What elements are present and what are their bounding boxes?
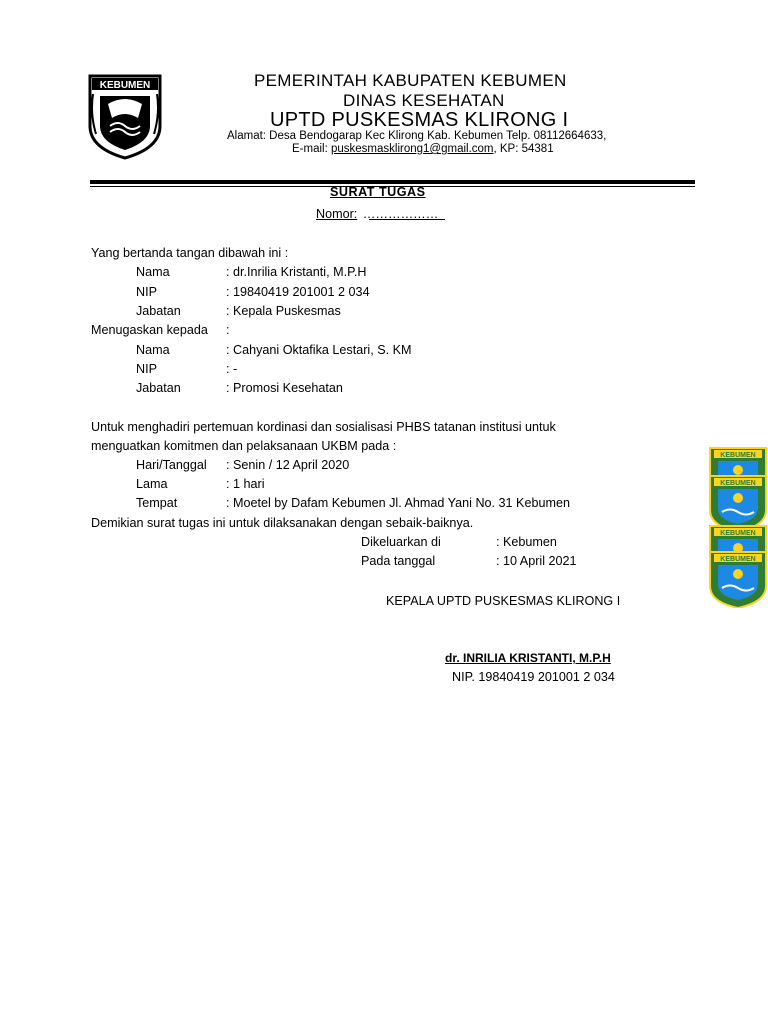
signer-position-label: Jabatan xyxy=(136,304,181,318)
event-date-value: : Senin / 12 April 2020 xyxy=(226,458,350,472)
signer-name-value: : dr.Inrilia Kristanti, M.P.H xyxy=(226,265,367,279)
event-venue-label: Tempat xyxy=(136,496,178,510)
stamp-emblem-text: KEBUMEN xyxy=(720,480,756,487)
signer-nip-label: NIP xyxy=(136,285,157,299)
event-duration-label: Lama xyxy=(136,477,168,491)
assignee-name-label: Nama xyxy=(136,343,170,357)
number-value: ……………… xyxy=(362,207,439,221)
assignee-intro: Menugaskan kepada xyxy=(91,323,208,337)
signer-printed-nip: NIP. 19840419 201001 2 034 xyxy=(452,670,615,684)
issued-date-label: Pada tanggal xyxy=(361,554,436,568)
purpose-line-1: Untuk menghadiri pertemuan kordinasi dan sosialisasi PHBS tatanan institusi untuk xyxy=(91,420,556,434)
number-label: Nomor: xyxy=(316,207,358,221)
event-venue-value: : Moetel by Dafam Kebumen Jl. Ahmad Yani No. 31 Kebumen xyxy=(226,496,570,510)
stamp-logo-stack xyxy=(708,446,768,608)
assignee-name-value: : Cahyani Oktafika Lestari, S. KM xyxy=(226,343,412,357)
header-institution: UPTD PUSKESMAS KLIRONG I xyxy=(270,109,569,131)
header-government: PEMERINTAH KABUPATEN KEBUMEN xyxy=(254,71,567,90)
header-address: Alamat: Desa Bendogarap Kec Klirong Kab. Kebumen Telp. 08112664633, xyxy=(227,130,607,142)
kebumen-logo xyxy=(88,74,162,160)
assignee-intro-colon: : xyxy=(226,323,230,337)
document-title: SURAT TUGAS xyxy=(330,185,426,199)
event-duration-value: : 1 hari xyxy=(226,477,265,491)
postcode: , KP: 54381 xyxy=(493,143,554,155)
stamp-emblem-text: KEBUMEN xyxy=(720,530,756,537)
event-date-label: Hari/Tanggal xyxy=(136,458,207,472)
assignee-position-label: Jabatan xyxy=(136,381,181,395)
signer-title: KEPALA UPTD PUSKESMAS KLIRONG I xyxy=(386,594,621,608)
issued-place-label: Dikeluarkan di xyxy=(361,535,441,549)
header-department: DINAS KESEHATAN xyxy=(343,91,505,110)
assignee-nip-value: : - xyxy=(226,362,238,376)
header-divider-thick xyxy=(90,180,695,184)
stamp-emblem xyxy=(710,476,766,532)
number-underline xyxy=(369,219,445,220)
assignee-position-value: : Promosi Kesehatan xyxy=(226,381,343,395)
signer-name-label: Nama xyxy=(136,265,170,279)
assignee-nip-label: NIP xyxy=(136,362,157,376)
signer-nip-value: : 19840419 201001 2 034 xyxy=(226,285,370,299)
signer-intro: Yang bertanda tangan dibawah ini : xyxy=(91,246,289,260)
email-link[interactable]: puskesmasklirong1@gmail.com xyxy=(330,143,494,155)
signer-printed-name: dr. INRILIA KRISTANTI, M.P.H xyxy=(445,651,611,665)
purpose-line-2: menguatkan komitmen dan pelaksanaan UKBM pada : xyxy=(91,439,397,453)
signer-position-value: : Kepala Puskesmas xyxy=(226,304,341,318)
stamp-emblem xyxy=(710,552,766,608)
stamp-emblem-text: KEBUMEN xyxy=(720,452,756,459)
issued-place-value: : Kebumen xyxy=(496,535,557,549)
logo-text: KEBUMEN xyxy=(99,80,151,91)
header-contact xyxy=(292,143,554,155)
email-label: E-mail: xyxy=(292,143,331,155)
closing-sentence: Demikian surat tugas ini untuk dilaksanakan dengan sebaik-baiknya. xyxy=(91,516,474,530)
stamp-emblem-text: KEBUMEN xyxy=(720,556,756,563)
issued-date-value: : 10 April 2021 xyxy=(496,554,577,568)
stamp-logos-svg xyxy=(708,446,768,608)
